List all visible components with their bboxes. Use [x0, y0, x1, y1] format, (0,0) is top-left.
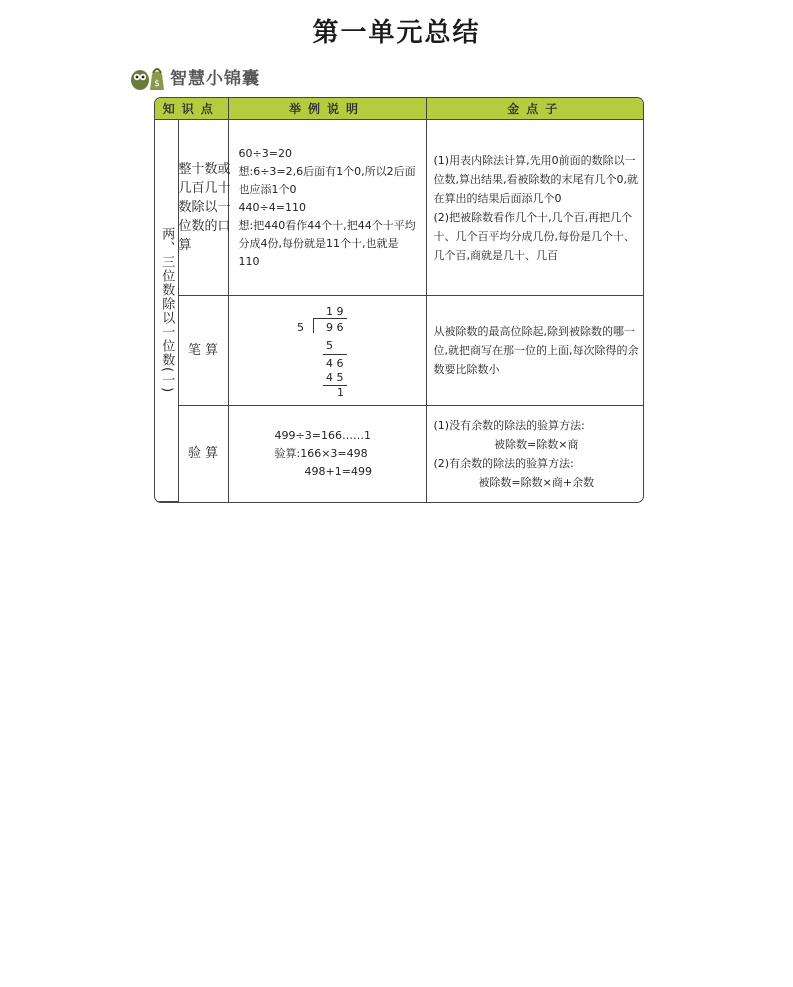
- header-example: 举例说明: [228, 98, 426, 120]
- tip-line: 被除数=除数×商+余数: [478, 475, 595, 489]
- division-step: 5: [326, 338, 334, 352]
- topic-text: 笔 算: [187, 343, 219, 358]
- side-label: 两、三位数除以一位数(一): [159, 227, 175, 394]
- side-label-cell: [155, 120, 178, 502]
- example-line: 想:把440看作44个十,把44个十平均分成4份,每份就是11个十,也就是110: [238, 218, 416, 268]
- example-line: 499÷3=166……1: [274, 428, 371, 442]
- example-line: 498+1=499: [304, 464, 372, 478]
- tip-line: 被除数=除数×商: [494, 437, 579, 451]
- summary-table: [154, 97, 644, 503]
- division-step: 4 6: [326, 356, 344, 370]
- division-line: [323, 354, 347, 355]
- example-line: 440÷4=110: [238, 200, 306, 214]
- table-row: [155, 296, 644, 406]
- example-cell: [228, 406, 426, 502]
- header-tips: 金点子: [426, 98, 644, 120]
- table-row: [155, 406, 644, 502]
- division-cell: [228, 296, 426, 406]
- division-top-line: [313, 318, 347, 319]
- tip-line: 从被除数的最高位除起,除到被除数的哪一位,就把商写在那一位的上面,每次除得的余数要比除数小: [433, 325, 639, 376]
- tip-cell: [426, 406, 644, 502]
- example-line: 60÷3=20: [238, 146, 292, 160]
- tip-cell: [426, 296, 644, 406]
- mascot-bag-icon: [128, 60, 166, 92]
- table-row: [155, 120, 644, 296]
- division-divisor: 5: [297, 320, 305, 334]
- svg-text:$: $: [154, 79, 160, 89]
- division-step: 4 5: [326, 370, 344, 384]
- long-division: [293, 303, 363, 399]
- section-header: [128, 60, 260, 92]
- example-line: 验算:166×3=498: [274, 446, 368, 460]
- tip-line: (1)没有余数的除法的验算方法:: [433, 418, 585, 432]
- topic-cell: [178, 406, 228, 502]
- topic-text: 整十数或几百几十数除以一位数的口算: [178, 162, 231, 253]
- division-bracket: [313, 318, 314, 333]
- tip-line: (2)把被除数看作几个十,几个百,再把几个十、几个百平均分成几份,每份是几个十、几个百,商就是几十、几百: [433, 210, 636, 262]
- header-knowledge: 知识点: [155, 98, 228, 120]
- division-quotient: 1 9: [326, 304, 344, 318]
- tip-line: (1)用表内除法计算,先用0前面的数除以一位数,算出结果,看被除数的末尾有几个0,就在算出的结果后面添几个0: [433, 153, 639, 205]
- division-remainder: 1: [337, 385, 345, 399]
- example-line: 想:6÷3=2,6后面有1个0,所以2后面也应添1个0: [238, 164, 416, 196]
- tip-cell: [426, 120, 644, 296]
- topic-text: 验 算: [187, 446, 219, 462]
- section-label: 智慧小锦囊: [170, 68, 260, 89]
- page-title: 第一单元总结: [312, 18, 481, 48]
- topic-cell: [178, 296, 228, 406]
- topic-cell: [178, 120, 231, 296]
- example-cell: [228, 120, 426, 296]
- tip-line: (2)有余数的除法的验算方法:: [433, 456, 574, 470]
- division-dividend: 9 6: [326, 320, 344, 334]
